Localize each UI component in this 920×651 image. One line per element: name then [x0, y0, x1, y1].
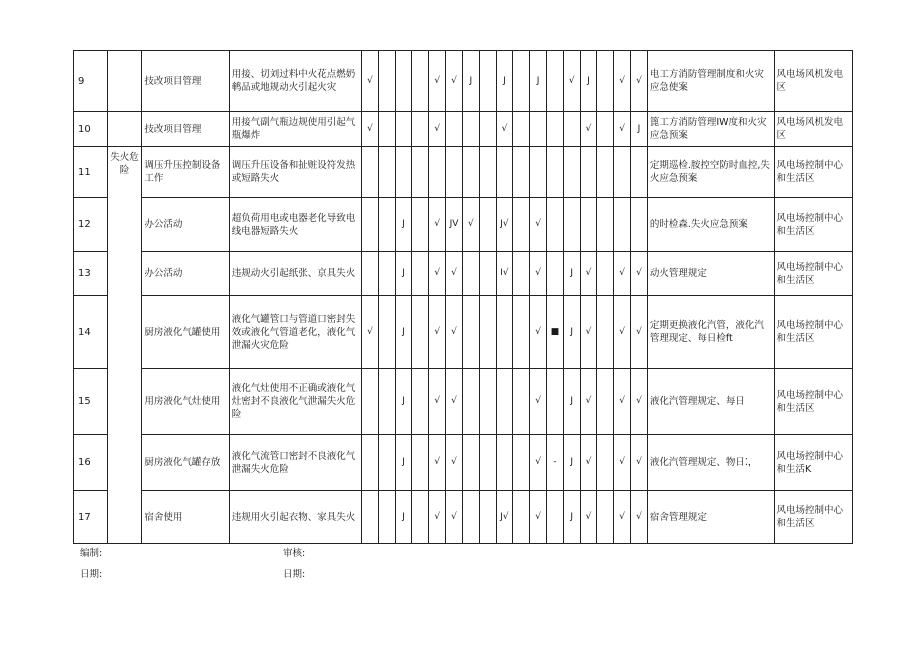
prepared-by-label: 编制: [80, 548, 103, 559]
check-mark-cell: √ [614, 112, 631, 147]
row-number-cell: 13 [74, 252, 108, 296]
control-measure-cell: 电工方消防管理制度和火灾应急使案 [647, 51, 774, 112]
check-mark-cell: J [395, 369, 412, 435]
check-mark-cell [378, 147, 395, 198]
check-mark-cell [395, 112, 412, 147]
check-mark-cell [362, 369, 379, 435]
check-mark-cell: J [395, 296, 412, 369]
check-mark-cell [513, 491, 530, 544]
check-mark-cell [614, 147, 631, 198]
check-mark-cell: √ [429, 198, 446, 252]
table-row [74, 147, 853, 198]
check-mark-cell: √ [580, 296, 597, 369]
table-row [74, 112, 853, 147]
check-mark-cell [446, 112, 463, 147]
check-mark-cell [412, 147, 429, 198]
hazard-cell: 调压升压设备和扯赃设符发热或短路失火 [229, 147, 361, 198]
check-mark-cell: √ [530, 252, 547, 296]
location-cell: 风电场控制中心和生活区 [774, 296, 853, 369]
check-mark-cell: J [563, 252, 580, 296]
check-mark-cell: J [462, 51, 479, 112]
check-mark-cell [395, 147, 412, 198]
check-mark-cell [614, 198, 631, 252]
check-mark-cell: √ [631, 491, 648, 544]
check-mark-cell: √ [446, 252, 463, 296]
check-mark-cell [479, 296, 496, 369]
check-mark-cell [513, 51, 530, 112]
activity-cell: 用房液化气灶使用 [142, 369, 229, 435]
check-mark-cell [580, 147, 597, 198]
check-mark-cell: √ [580, 112, 597, 147]
check-mark-cell: J√ [496, 491, 513, 544]
table-row [74, 296, 853, 369]
check-mark-cell: J [580, 51, 597, 112]
check-mark-cell [546, 112, 563, 147]
check-mark-cell: √ [446, 491, 463, 544]
check-mark-cell [412, 51, 429, 112]
hazard-cell: 用接、切刘过料中火花点燃奶鹌品或地规动火引起火灾 [229, 51, 361, 112]
row-number-cell: 16 [74, 435, 108, 491]
check-mark-cell [597, 147, 614, 198]
check-mark-cell [530, 147, 547, 198]
check-mark-cell: √ [446, 296, 463, 369]
check-mark-cell: √ [631, 252, 648, 296]
check-mark-cell [446, 147, 463, 198]
check-mark-cell [462, 296, 479, 369]
row-number-cell: 15 [74, 369, 108, 435]
location-cell: 风电场控制中心和生活区 [774, 369, 853, 435]
check-mark-cell [597, 491, 614, 544]
activity-cell: 调压升压控制设备工作 [142, 147, 229, 198]
control-measure-cell: 定期更换液化汽管，液化汽管理现定、每日检ft [647, 296, 774, 369]
check-mark-cell [513, 296, 530, 369]
check-mark-cell [412, 112, 429, 147]
check-mark-cell: JV [446, 198, 463, 252]
check-mark-cell: √ [429, 491, 446, 544]
row-number-cell: 12 [74, 198, 108, 252]
activity-cell: 厨房液化气罐使用 [142, 296, 229, 369]
check-mark-cell [546, 369, 563, 435]
check-mark-cell: √ [362, 51, 379, 112]
check-mark-cell: √ [563, 51, 580, 112]
check-mark-cell [412, 198, 429, 252]
check-mark-cell: √ [530, 491, 547, 544]
check-mark-cell [513, 252, 530, 296]
hazard-cell: 违规用火引起衣物、家具失火 [229, 491, 361, 544]
check-mark-cell [597, 51, 614, 112]
check-mark-cell [362, 435, 379, 491]
table-row [74, 51, 853, 112]
activity-cell: 办公活动 [142, 198, 229, 252]
check-mark-cell: J [496, 51, 513, 112]
check-mark-cell: √ [631, 51, 648, 112]
check-mark-cell [580, 198, 597, 252]
check-mark-cell [496, 435, 513, 491]
activity-cell: 技改项目管理 [142, 112, 229, 147]
check-mark-cell [378, 435, 395, 491]
check-mark-cell [378, 252, 395, 296]
check-mark-cell [412, 491, 429, 544]
location-cell: 风电场风机发电区 [774, 112, 853, 147]
check-mark-cell [378, 296, 395, 369]
check-mark-cell: - [546, 435, 563, 491]
check-mark-cell [362, 198, 379, 252]
location-cell: 风电场控制中心和生活区 [774, 252, 853, 296]
check-mark-cell: ■ [546, 296, 563, 369]
row-number-cell: 11 [74, 147, 108, 198]
check-mark-cell [479, 252, 496, 296]
check-mark-cell [563, 147, 580, 198]
check-mark-cell [462, 435, 479, 491]
location-cell: 风电场风机发电区 [774, 51, 853, 112]
check-mark-cell [546, 51, 563, 112]
check-mark-cell: √ [429, 435, 446, 491]
check-mark-cell: J [563, 296, 580, 369]
check-mark-cell: J [395, 252, 412, 296]
check-mark-cell: J [563, 369, 580, 435]
check-mark-cell [378, 491, 395, 544]
activity-cell: 办公活动 [142, 252, 229, 296]
control-measure-cell: 的时检森.失火应急预案 [647, 198, 774, 252]
check-mark-cell: √ [429, 369, 446, 435]
check-mark-cell: √ [446, 51, 463, 112]
check-mark-cell [513, 198, 530, 252]
check-mark-cell: √ [462, 198, 479, 252]
table-row [74, 252, 853, 296]
activity-cell: 技改项目管理 [142, 51, 229, 112]
check-mark-cell: J√ [496, 198, 513, 252]
row-number-cell: 14 [74, 296, 108, 369]
check-mark-cell [378, 198, 395, 252]
check-mark-cell [412, 369, 429, 435]
check-mark-cell [513, 369, 530, 435]
row-number-cell: 10 [74, 112, 108, 147]
check-mark-cell [597, 112, 614, 147]
check-mark-cell [378, 369, 395, 435]
check-mark-cell: J [395, 435, 412, 491]
activity-cell: 宿舍使用 [142, 491, 229, 544]
check-mark-cell: √ [530, 296, 547, 369]
category-cell [107, 51, 142, 112]
check-mark-cell [479, 435, 496, 491]
table-row [74, 435, 853, 491]
check-mark-cell [362, 491, 379, 544]
check-mark-cell [513, 112, 530, 147]
check-mark-cell: √ [362, 112, 379, 147]
check-mark-cell [479, 112, 496, 147]
check-mark-cell: √ [429, 252, 446, 296]
activity-cell: 厨房液化气罐存放 [142, 435, 229, 491]
control-measure-cell: 定期巡检.胺控空防时血控,失火应急预案 [647, 147, 774, 198]
check-mark-cell [412, 252, 429, 296]
check-mark-cell: √ [631, 369, 648, 435]
check-mark-cell [496, 296, 513, 369]
check-mark-cell [479, 147, 496, 198]
check-mark-cell [479, 51, 496, 112]
category-cell [107, 112, 142, 147]
check-mark-cell: √ [530, 435, 547, 491]
table-row [74, 369, 853, 435]
check-mark-cell: I√ [496, 252, 513, 296]
check-mark-cell: √ [429, 51, 446, 112]
check-mark-cell: √ [631, 296, 648, 369]
location-cell: 风电场控制中心和生活区 [774, 491, 853, 544]
check-mark-cell: √ [530, 198, 547, 252]
hazard-cell: 用接气副气瓶边规使用引起气瓶爆炸 [229, 112, 361, 147]
check-mark-cell [546, 147, 563, 198]
check-mark-cell: √ [631, 435, 648, 491]
check-mark-cell: √ [530, 369, 547, 435]
check-mark-cell: √ [614, 369, 631, 435]
check-mark-cell [462, 491, 479, 544]
check-mark-cell [530, 112, 547, 147]
check-mark-cell [462, 112, 479, 147]
check-mark-cell [412, 435, 429, 491]
check-mark-cell: √ [580, 252, 597, 296]
check-mark-cell: J [563, 435, 580, 491]
check-mark-cell: J [530, 51, 547, 112]
check-mark-cell [513, 435, 530, 491]
check-mark-cell: √ [614, 51, 631, 112]
date-label-right: 日期: [283, 569, 306, 580]
check-mark-cell [563, 198, 580, 252]
location-cell: 风电场控制中心和生活区 [774, 147, 853, 198]
check-mark-cell [597, 198, 614, 252]
check-mark-cell: √ [446, 435, 463, 491]
check-mark-cell: J [395, 198, 412, 252]
control-measure-cell: 动火管理规定 [647, 252, 774, 296]
row-number-cell: 9 [74, 51, 108, 112]
check-mark-cell [496, 147, 513, 198]
table-row [74, 491, 853, 544]
check-mark-cell [597, 369, 614, 435]
control-measure-cell: 篦工方消防管理IW度和火灾应急预案 [647, 112, 774, 147]
check-mark-cell [479, 491, 496, 544]
review-label: 审核: [283, 548, 306, 559]
check-mark-cell [462, 147, 479, 198]
check-mark-cell: √ [614, 252, 631, 296]
check-mark-cell: J [563, 491, 580, 544]
check-mark-cell [631, 198, 648, 252]
check-mark-cell: √ [429, 296, 446, 369]
check-mark-cell [479, 369, 496, 435]
check-mark-cell [378, 51, 395, 112]
check-mark-cell [513, 147, 530, 198]
check-mark-cell [429, 147, 446, 198]
hazard-cell: 液化气罐管口与管道口密封失效或液化气管道老化，液化气泄漏火灾危险 [229, 296, 361, 369]
check-mark-cell: √ [429, 112, 446, 147]
hazard-cell: 超负荷用电或电器老化导致电线电器短路失火 [229, 198, 361, 252]
table-row [74, 198, 853, 252]
check-mark-cell [395, 51, 412, 112]
check-mark-cell [479, 198, 496, 252]
check-mark-cell [378, 112, 395, 147]
hazard-cell: 液化气流管口密封不良液化气泄漏失火危险 [229, 435, 361, 491]
check-mark-cell: √ [614, 491, 631, 544]
check-mark-cell: J [631, 112, 648, 147]
check-mark-cell: J [395, 491, 412, 544]
check-mark-cell: √ [446, 369, 463, 435]
check-mark-cell [362, 147, 379, 198]
check-mark-cell [462, 369, 479, 435]
check-mark-cell [496, 369, 513, 435]
check-mark-cell: √ [580, 491, 597, 544]
row-number-cell: 17 [74, 491, 108, 544]
check-mark-cell: √ [496, 112, 513, 147]
check-mark-cell [412, 296, 429, 369]
hazard-cell: 液化气灶使用不正确或液化气灶密封不良液化气泄漏失火危险 [229, 369, 361, 435]
check-mark-cell [597, 296, 614, 369]
check-mark-cell [546, 198, 563, 252]
control-measure-cell: 宿舍管理规定 [647, 491, 774, 544]
check-mark-cell [597, 252, 614, 296]
check-mark-cell: √ [614, 296, 631, 369]
control-measure-cell: 液化汽管理规定、物日⁚， [647, 435, 774, 491]
check-mark-cell [546, 252, 563, 296]
date-label-left: 日期: [80, 569, 103, 580]
check-mark-cell [462, 252, 479, 296]
check-mark-cell: √ [362, 296, 379, 369]
check-mark-cell [597, 435, 614, 491]
check-mark-cell [631, 147, 648, 198]
location-cell: 风电场控制中心和生活区 [774, 198, 853, 252]
check-mark-cell [546, 491, 563, 544]
check-mark-cell: √ [580, 435, 597, 491]
risk-assessment-table [73, 50, 853, 544]
control-measure-cell: 液化汽管理规定、每日 [647, 369, 774, 435]
check-mark-cell: √ [580, 369, 597, 435]
check-mark-cell [362, 252, 379, 296]
hazard-cell: 违规动火引起纸张、京具失火 [229, 252, 361, 296]
location-cell: 风电场控制中心和生活K [774, 435, 853, 491]
check-mark-cell: √ [614, 435, 631, 491]
check-mark-cell [563, 112, 580, 147]
category-cell: 失火危险 [107, 147, 142, 544]
